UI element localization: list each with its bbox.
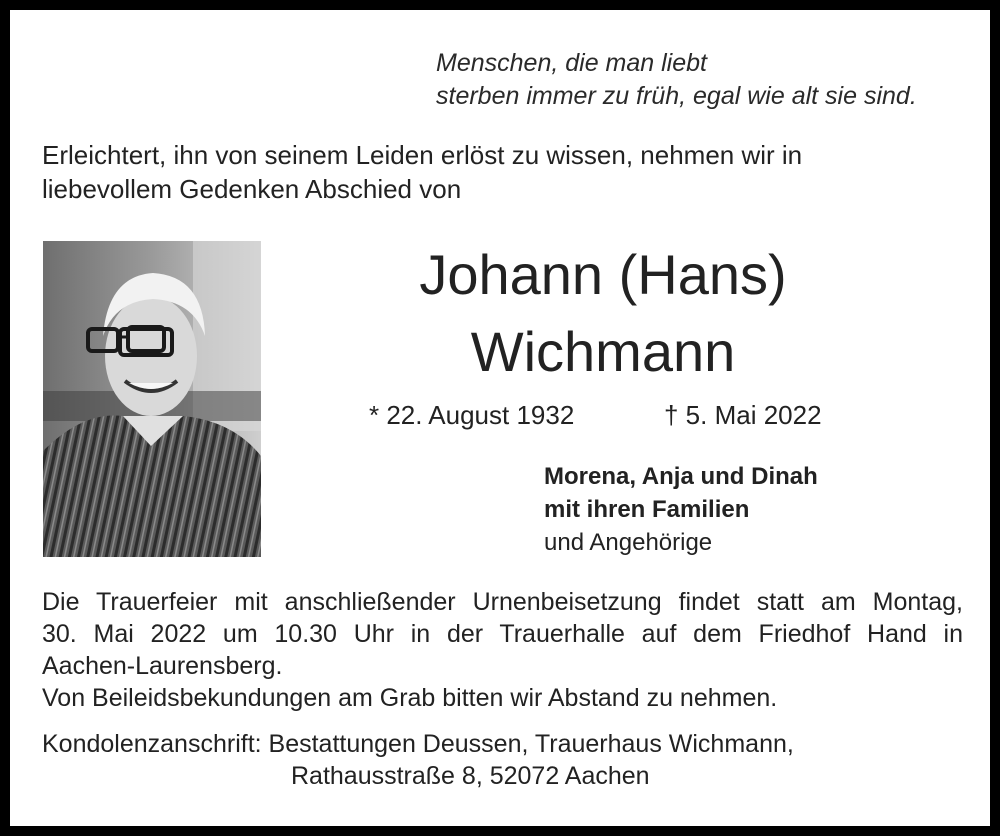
intro-text [42,138,802,206]
condolence-address [42,728,794,792]
condolence-line-2: Rathausstraße 8, 52072 Aachen [291,762,650,790]
portrait-photo-image [43,241,261,557]
ceremony-line-4: Von Beileidsbekundungen am Grab bitten wir Abstand zu nehmen. [42,684,778,712]
death-date: † 5. Mai 2022 [664,400,822,430]
mourners [544,460,818,559]
mourners-line-3: und Angehörige [544,529,713,556]
quote-line-1: Menschen, die man liebt [436,49,707,77]
mourners-line-2: mit ihren Familien [544,496,750,523]
memorial-quote [436,47,917,113]
birth-date: * 22. August 1932 [369,400,575,430]
ceremony-line-1: Die Trauerfeier mit anschließender Urnenbeisetzung findet statt am Montag, [42,588,963,616]
condolence-line-1: Kondolenzanschrift: Bestattungen Deussen, Trauerhaus Wichmann, [42,730,794,758]
portrait-photo [43,241,261,557]
ceremony-line-2: 30. Mai 2022 um 10.30 Uhr in der Trauerhalle auf dem Friedhof Hand in [42,620,963,648]
ceremony-line-3: Aachen-Laurensberg. [42,652,283,680]
deceased-name-line-2: Wichmann [470,320,736,383]
intro-line-1: Erleichtert, ihn von seinem Leiden erlöst zu wissen, nehmen wir in [42,140,803,170]
quote-line-2: sterben immer zu früh, egal wie alt sie sind. [436,82,917,110]
deceased-name-line-1: Johann (Hans) [419,243,787,306]
ceremony-info [42,586,963,714]
mourners-line-1: Morena, Anja und Dinah [544,463,818,490]
intro-line-2: liebevollem Gedenken Abschied von [42,174,462,204]
